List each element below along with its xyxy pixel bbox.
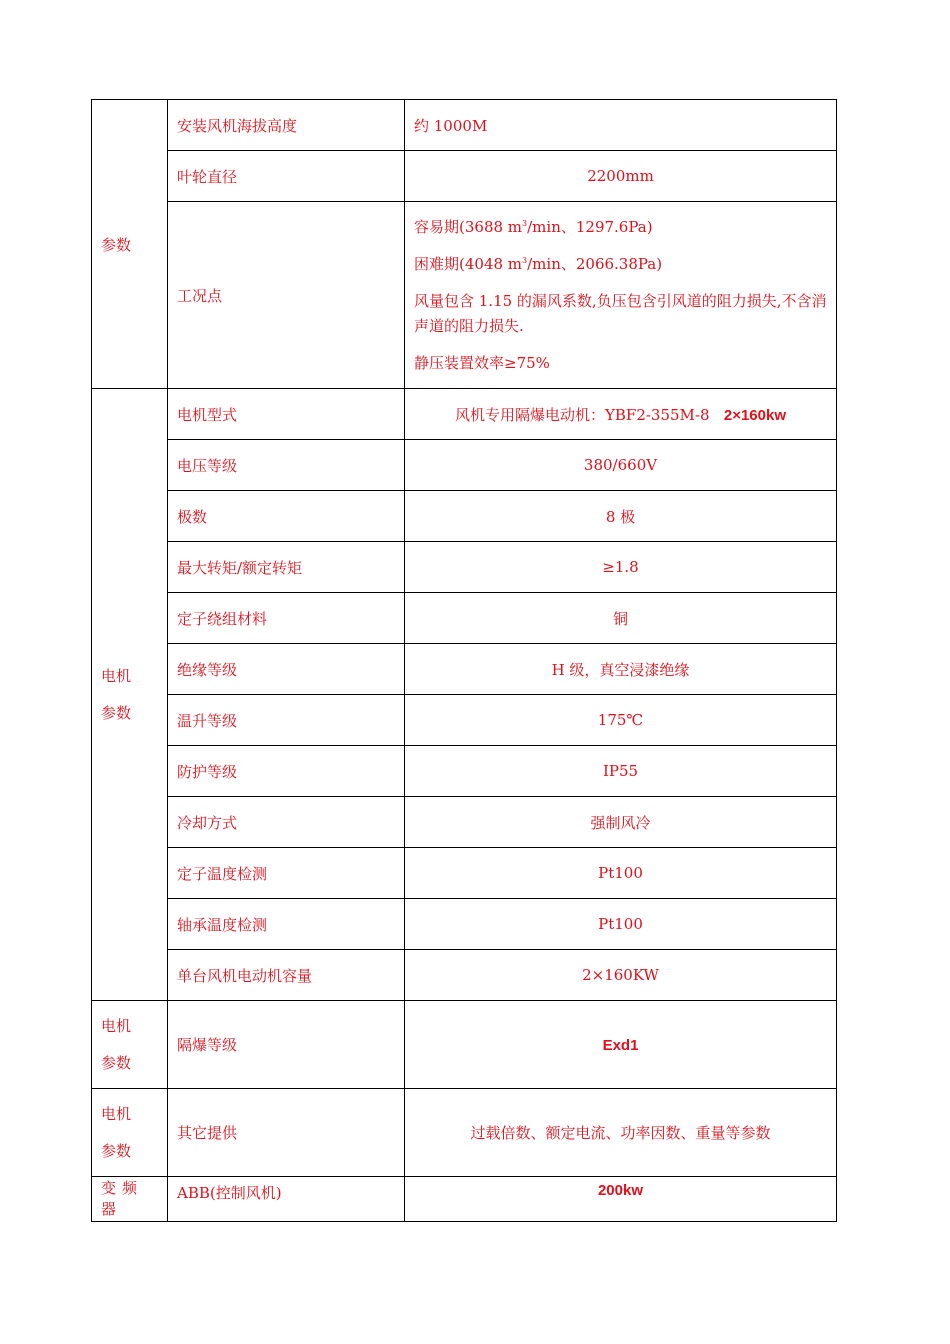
working-point-value: [405, 202, 837, 389]
group-label: 参数: [101, 703, 132, 722]
param-name: 安装风机海拔高度: [168, 100, 405, 151]
hard-period: 困难期(4048 $m^3/\min$、2066.38Pa): [414, 254, 663, 273]
param-value: 约 1000M: [405, 100, 837, 151]
table-row: [92, 1177, 837, 1222]
param-name: ABB(控制风机): [168, 1177, 405, 1222]
group-label: 参数: [101, 1141, 132, 1160]
param-value: 200kw: [405, 1177, 837, 1222]
param-name: 轴承温度检测: [168, 899, 405, 950]
param-name: 定子温度检测: [168, 848, 405, 899]
group-cell-vfd: 变频器: [92, 1177, 168, 1222]
param-value: 风机专用隔爆电动机：YBF2-355M-8 2×160kw: [405, 389, 837, 440]
table-row: [92, 950, 837, 1001]
table-row: [92, 151, 837, 202]
spec-table: [91, 99, 837, 1222]
param-name: 定子绕组材料: [168, 593, 405, 644]
param-value: Pt100: [405, 848, 837, 899]
table-row: [92, 202, 837, 389]
param-name: 防护等级: [168, 746, 405, 797]
table-row: [92, 491, 837, 542]
param-name: 极数: [168, 491, 405, 542]
param-value: 强制风冷: [405, 797, 837, 848]
param-name: 温升等级: [168, 695, 405, 746]
group-cell-motor: [92, 1001, 168, 1089]
table-row: [92, 542, 837, 593]
param-value: 8 极: [405, 491, 837, 542]
table-row: [92, 899, 837, 950]
table-row: [92, 389, 837, 440]
param-name: 电机型式: [168, 389, 405, 440]
param-name: 电压等级: [168, 440, 405, 491]
param-value: 2×160KW: [405, 950, 837, 1001]
group-label: 电机: [101, 1016, 132, 1035]
param-name: 最大转矩/额定转矩: [168, 542, 405, 593]
table-row: [92, 695, 837, 746]
group-cell-motor: [92, 389, 168, 1001]
param-name: 叶轮直径: [168, 151, 405, 202]
table-row: [92, 644, 837, 695]
efficiency: 静压装置效率≥75%: [414, 353, 550, 372]
table-row: [92, 1089, 837, 1177]
param-value: 2200mm: [405, 151, 837, 202]
param-value: 铜: [405, 593, 837, 644]
param-value: 过载倍数、额定电流、功率因数、重量等参数: [405, 1089, 837, 1177]
group-label: 电机: [101, 666, 132, 685]
param-name: 隔爆等级: [168, 1001, 405, 1089]
group-cell-motor: [92, 1089, 168, 1177]
param-name: 冷却方式: [168, 797, 405, 848]
group-label: 电机: [101, 1104, 132, 1123]
param-value: Exd1: [405, 1001, 837, 1089]
table-row: [92, 797, 837, 848]
table-row: [92, 100, 837, 151]
param-value: IP55: [405, 746, 837, 797]
group-label: 参数: [101, 1053, 132, 1072]
param-value: ≥1.8: [405, 542, 837, 593]
table-row: [92, 440, 837, 491]
working-point-note: 风量包含 1.15 的漏风系数,负压包含引风道的阻力损失,不含消声道的阻力损失.: [414, 291, 827, 335]
param-value: Pt100: [405, 899, 837, 950]
param-name: 其它提供: [168, 1089, 405, 1177]
param-name: 单台风机电动机容量: [168, 950, 405, 1001]
param-name: 绝缘等级: [168, 644, 405, 695]
table-row: [92, 848, 837, 899]
param-name: 工况点: [168, 202, 405, 389]
group-label: 参数: [101, 235, 132, 254]
param-value: 380/660V: [405, 440, 837, 491]
table-row: [92, 593, 837, 644]
easy-period: 容易期(3688 $m^3/\min$、1297.6Pa): [414, 217, 653, 236]
param-value: H 级，真空浸漆绝缘: [405, 644, 837, 695]
group-cell-params: [92, 100, 168, 389]
table-row: [92, 1001, 837, 1089]
table-row: [92, 746, 837, 797]
param-value: 175℃: [405, 695, 837, 746]
